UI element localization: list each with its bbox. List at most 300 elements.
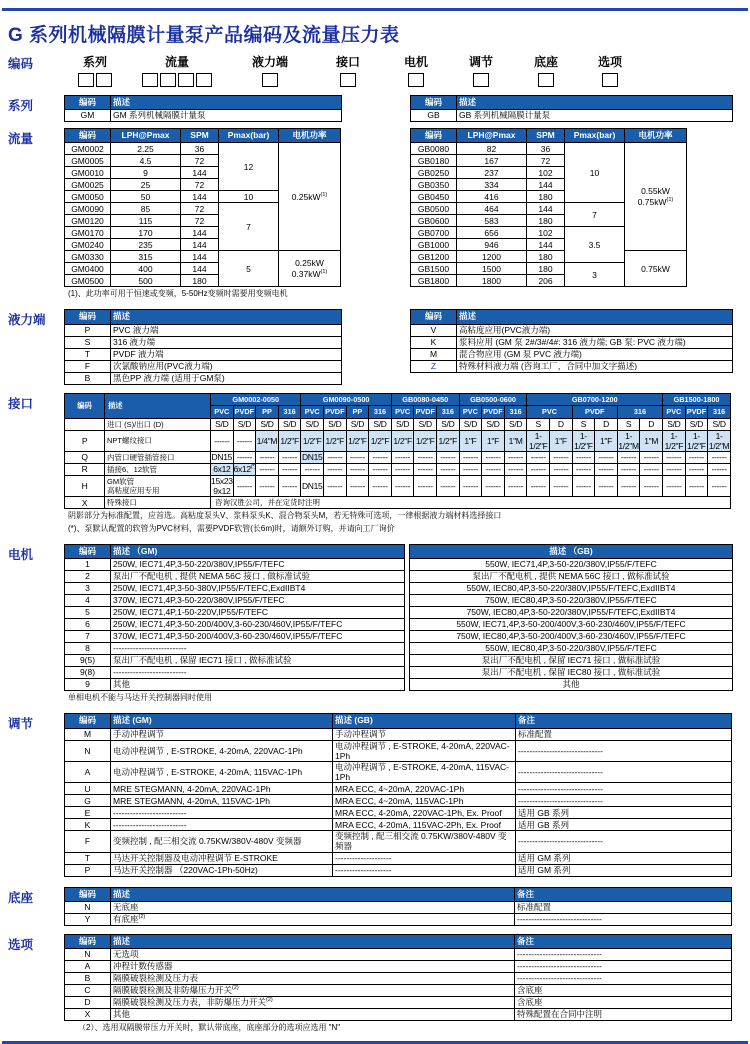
cell: -------------------------- — [111, 819, 333, 831]
cell: 334 — [457, 179, 527, 191]
table-row — [65, 110, 342, 122]
cell: ------ — [685, 451, 708, 463]
table-row — [65, 475, 731, 496]
cell: -------------------------- — [111, 643, 405, 655]
cell: Y — [65, 913, 111, 925]
cell: 咨询汉胜公司，并在定货时注明 — [211, 497, 731, 509]
header-cell: PVDF — [234, 407, 255, 417]
cell: 144 — [527, 179, 565, 191]
header-row — [65, 934, 732, 948]
cell: ------ — [233, 475, 256, 496]
motor-gm-table — [64, 544, 405, 691]
table-row — [65, 643, 405, 655]
cell: 550W, IEC80,4P,3-50-220/380V,IP55/F/TEFC,ExdIIBT4 — [410, 583, 733, 595]
cell: S/D — [211, 418, 234, 430]
coding-group — [448, 53, 514, 91]
cell: 235 — [111, 239, 181, 251]
cell: X — [65, 497, 105, 509]
cell: E — [65, 807, 111, 819]
cell: 144 — [181, 239, 219, 251]
cell: GB1000 — [411, 239, 457, 251]
cell: GB0080 — [411, 143, 457, 155]
cell: DN15 — [301, 452, 323, 463]
header-cell: 编码 — [411, 310, 457, 324]
cell: 370W, IEC71,4P,3-50-200/400V,3-60-230/460V,IP55/F/TEFC — [111, 631, 405, 643]
table-row — [410, 559, 733, 571]
code-box — [178, 73, 194, 87]
cell: ------ — [278, 475, 301, 496]
cell: ------ — [256, 451, 279, 463]
cell: T — [65, 348, 111, 360]
coding-boxes — [64, 73, 126, 91]
cell: T — [65, 852, 111, 864]
flow-section — [8, 128, 744, 299]
cell: B — [65, 372, 111, 384]
coding-boxes — [126, 73, 228, 91]
header-cell: 编码 — [65, 934, 111, 948]
table-row — [65, 761, 732, 782]
cell: 72 — [181, 203, 219, 215]
cell: ------ — [617, 475, 640, 496]
flow-label: 流量 — [8, 132, 34, 147]
cell: ------ — [346, 475, 369, 496]
cell: 插接6、12软管 — [105, 463, 211, 475]
code-box — [78, 73, 94, 87]
cell: 变频控制 , 配三相交流 0.75KW/380V-480V 变频器 — [111, 831, 333, 852]
cell: 1"F — [459, 430, 482, 451]
cell: ------ — [504, 463, 527, 475]
cell: GB0250 — [411, 167, 457, 179]
cell: ------ — [414, 463, 437, 475]
table-row — [65, 807, 732, 819]
cell: ------ — [391, 451, 414, 463]
cell: ------ — [369, 475, 392, 496]
cell: V — [411, 324, 457, 336]
cell: ------ — [617, 451, 640, 463]
cell: G — [65, 795, 111, 807]
header-cell: 编码 — [411, 129, 457, 143]
cell: 泵出厂不配电机 , 保留 IEC80 接口 , 做标准试验 — [410, 667, 733, 679]
cell: 180 — [527, 251, 565, 263]
cell: S/D — [346, 418, 369, 430]
table-row — [410, 667, 733, 679]
cell: 特殊接口 — [105, 497, 211, 509]
header-cell: 编码 — [411, 96, 457, 110]
cell: S/D — [369, 418, 392, 430]
table-row — [65, 819, 732, 831]
cell: 1"F — [482, 430, 505, 451]
header-cell: LPH@Pmax — [457, 129, 527, 143]
coding-group — [578, 53, 642, 91]
cell: 1200 — [457, 251, 527, 263]
cell: D — [65, 996, 111, 1008]
header-cell: 备注 — [515, 934, 732, 948]
cell: 500 — [111, 275, 181, 287]
series-section — [8, 95, 744, 122]
cell: 750W, IEC80,4P,3-50-220/380V,IP55/F/TEFC,ExdIIBT4 — [410, 607, 733, 619]
cell: 9(5) — [65, 655, 111, 667]
cell: 144 — [181, 251, 219, 263]
coding-group — [126, 53, 228, 91]
cell: 72 — [527, 155, 565, 167]
table-row — [65, 996, 732, 1008]
cell: S/D — [256, 418, 279, 430]
header-cell: 描述 （GM) — [111, 545, 405, 559]
cell: 10 — [565, 143, 625, 203]
cell: ------ — [211, 430, 234, 451]
cell: 7 — [65, 631, 111, 643]
header-cell: 316 — [278, 406, 301, 418]
coding-group — [384, 53, 448, 91]
table-row — [411, 348, 733, 360]
header-cell: SPM — [527, 129, 565, 143]
cell: 泵出厂不配电机 , 保留 IEC71 接口 , 做标准试验 — [410, 655, 733, 667]
cell: 特殊配置在合同中注明 — [515, 1008, 732, 1020]
code-box — [96, 73, 112, 87]
cell: P — [65, 864, 111, 876]
table-row — [65, 430, 731, 451]
motor-gb-table — [409, 544, 733, 691]
cell: ------------------------------ — [515, 913, 732, 925]
header-cell: GB1500-1800 — [663, 393, 731, 405]
cell: 167 — [457, 155, 527, 167]
cell: 170 — [111, 227, 181, 239]
table-row — [65, 831, 732, 852]
header-cell: PVDF — [686, 407, 707, 417]
header-cell: 316 — [708, 406, 731, 418]
cell: 泵出厂不配电机 , 提供 NEMA 56C 接口 , 做标准试验 — [111, 571, 405, 583]
cell: 750W, IEC80,4P,3-50-220/380V,IP55/F/TEFC — [410, 595, 733, 607]
cell: Q — [65, 451, 105, 463]
cell: ------ — [572, 463, 595, 475]
cell: ------ — [301, 463, 324, 475]
header-cell: PVDF — [415, 407, 435, 417]
cell: 9(8) — [65, 667, 111, 679]
cell: MRA ECC, 4-20mA, 115VAC-2Ph, Ex. Proof — [333, 819, 516, 831]
cell: 102 — [527, 227, 565, 239]
cell: S — [527, 418, 550, 430]
header-cell: GB0080-0450 — [391, 393, 459, 405]
table-row — [410, 631, 733, 643]
hydraulic-section — [8, 309, 744, 384]
cell: 1-1/2"F — [572, 430, 595, 451]
adjust-section — [8, 713, 744, 876]
header-cell: 编码 — [65, 887, 111, 901]
cell: ------ — [233, 451, 256, 463]
cell: N — [65, 901, 111, 913]
cell: 144 — [527, 203, 565, 215]
cell: 1-1/2"F — [663, 430, 686, 451]
code-box — [340, 73, 356, 87]
cell: S/D — [233, 418, 256, 430]
header-cell: 316 — [369, 406, 392, 418]
cell: 5 — [219, 251, 279, 287]
cell: ------------------------------ — [515, 960, 732, 972]
cell: 适用 GB 系列 — [516, 819, 732, 831]
cell: 3 — [565, 263, 625, 287]
cell: ------ — [527, 475, 550, 496]
header-cell: 描述 — [457, 310, 733, 324]
cell: 144 — [181, 191, 219, 203]
cell: 550W, IEC80,4P,3-50-220/380V,IP55/F/TEFC — [410, 643, 733, 655]
cell: F — [65, 360, 111, 372]
interface-note-1: 阴影部分为标准配置，应首选。高粘度泵头V、浆料泵头K、混合物泵头M，若无特殊可选项，一律根据液力端材料选择接口 — [68, 511, 502, 521]
cell: H — [65, 475, 105, 496]
header-cell: 电机功率 — [625, 129, 687, 143]
cell: 550W, IEC71,4P,3-50-200/400V,3-60-230/460V,IP55/F/TEFC — [410, 619, 733, 631]
series-gb-table — [410, 95, 733, 122]
cell: R — [65, 463, 105, 475]
header-row — [65, 545, 405, 559]
options-section — [8, 934, 744, 1033]
cell: S/D — [414, 418, 437, 430]
cell: 144 — [527, 239, 565, 251]
cell: D — [595, 418, 618, 430]
cell: 有底座$^{(2)}$ — [111, 913, 515, 925]
table-row — [65, 451, 731, 463]
cell: 115 — [111, 215, 181, 227]
coding-group-label: 系列 — [82, 55, 107, 69]
base-table — [64, 887, 732, 926]
cell: S/D — [437, 418, 460, 430]
cell: X — [65, 1008, 111, 1020]
cell: 隔膜破裂检测及压力表 — [111, 972, 515, 984]
coding-label: 编码 — [8, 57, 34, 71]
table-row — [65, 336, 342, 348]
coding-group-label: 接口 — [335, 55, 360, 69]
header-cell: GB0500-0600 — [459, 393, 527, 405]
cell: M — [65, 728, 111, 740]
cell: ------ — [459, 463, 482, 475]
options-note: （2）、选用双隔膜带压力开关时，默认带底座，底座部分的选项应选用 "N" — [78, 1022, 341, 1032]
cell: 0.55kW $0.75kW^{(1)}$ — [625, 143, 687, 251]
coding-group-label: 流量 — [164, 55, 189, 69]
cell: GB — [411, 110, 457, 122]
coding-group-label: 液力端 — [251, 55, 288, 69]
cell: 10 — [219, 191, 279, 203]
cell: 36 — [181, 143, 219, 155]
cell: ------ — [369, 451, 392, 463]
table-row — [65, 372, 342, 384]
cell: 370W, IEC71,4P,3-50-220/380V,IP55/F/TEFC — [111, 595, 405, 607]
cell: ------ — [663, 463, 686, 475]
coding-group-label: 底座 — [533, 55, 558, 69]
header-cell: PP — [256, 406, 279, 418]
cell: 适用 GM 系列 — [516, 864, 732, 876]
header-cell: 316 — [617, 406, 662, 418]
cell: -------------------------- — [111, 807, 333, 819]
cell: 标准配置 — [516, 728, 732, 740]
cell: 1-1/2"M — [618, 430, 639, 451]
cell: K — [411, 336, 457, 348]
cell: 1"F — [595, 430, 618, 451]
interface-label: 接口 — [8, 396, 34, 411]
cell: 1/2"F — [346, 430, 369, 451]
cell: 1-1/2"F — [685, 430, 708, 451]
header-cell: PVC — [301, 406, 324, 418]
code-box — [262, 73, 278, 87]
cell: ------ — [685, 463, 708, 475]
cell: 250W, IEC71,4P,1-50-220V,IP55/F/TEFC — [111, 607, 405, 619]
header-cell: PVDF — [572, 406, 617, 418]
cell: GB0350 — [411, 179, 457, 191]
header-cell: 描述 — [111, 887, 515, 901]
series-gm-table — [64, 95, 342, 122]
cell: 8 — [65, 643, 111, 655]
coding-row — [64, 53, 744, 91]
cell: ------ — [256, 475, 279, 496]
header-row — [411, 129, 687, 143]
cell: 无选项 — [111, 948, 515, 960]
header-cell: 备注 — [515, 887, 732, 901]
cell: 180 — [527, 215, 565, 227]
cell: 50 — [111, 191, 181, 203]
cell: GB 系列机械隔膜计量泵 — [457, 110, 733, 122]
coding-boxes — [578, 73, 642, 91]
code-box — [160, 73, 176, 87]
cell: 1 — [65, 559, 111, 571]
code-box — [602, 73, 618, 87]
table-row — [410, 595, 733, 607]
cell: 5 — [65, 607, 111, 619]
cell: 1800 — [457, 275, 527, 287]
cell: DN15 — [301, 475, 324, 496]
cell: 2 — [65, 571, 111, 583]
cell: 250W, IEC71,4P,3-50-200/400V,3-60-230/460V,IP55/F/TEFC — [111, 619, 405, 631]
header-cell: PVC — [459, 406, 482, 418]
cell: N — [65, 948, 111, 960]
header-cell: 编码 — [65, 393, 105, 418]
coding-boxes — [448, 73, 514, 91]
cell: ------ — [663, 475, 686, 496]
cell: 手动冲程调节 — [111, 728, 333, 740]
header-cell: 316 — [437, 406, 460, 418]
cell: P — [65, 430, 105, 451]
base-label: 底座 — [8, 890, 34, 905]
table-row — [411, 360, 733, 372]
header-cell: 316 — [504, 406, 527, 418]
header-row — [65, 393, 731, 405]
coding-boxes — [312, 73, 384, 91]
table-row — [65, 571, 405, 583]
cell: S — [572, 418, 595, 430]
cell: S/D — [482, 418, 505, 430]
cell: GB0500 — [411, 203, 457, 215]
coding-group-label: 调节 — [468, 55, 493, 69]
cell: 浆料应用 (GM 泵 2#/3#/4#: 316 液力端; GB 泵: PVC 液力端) — [457, 336, 733, 348]
cell: GB0600 — [411, 215, 457, 227]
cell: 72 — [181, 179, 219, 191]
header-cell: 描述 — [105, 393, 211, 418]
cell: ------ — [617, 463, 640, 475]
cell: 适用 GM 系列 — [516, 852, 732, 864]
cell: 内管口硬管插管接口 — [105, 451, 211, 463]
cell: 电动冲程调节 , E-STROKE, 4-20mA, 115VAC-1Ph — [333, 761, 516, 782]
cell: ------ — [324, 463, 347, 475]
header-cell: Pmax(bar) — [219, 129, 279, 143]
coding-boxes — [384, 73, 448, 91]
cell: ------ — [595, 451, 618, 463]
coding-group — [514, 53, 578, 91]
cell: 237 — [457, 167, 527, 179]
cell: 变频控制 , 配三相交流 0.75KW/380V-480V 变频器 — [333, 831, 516, 852]
cell: B — [65, 972, 111, 984]
base-section — [8, 887, 744, 926]
cell: 180 — [527, 263, 565, 275]
cell: ------ — [278, 463, 301, 475]
cell: -------------------- — [333, 864, 516, 876]
cell: 1-1/2"F — [527, 430, 550, 451]
table-row — [411, 324, 733, 336]
interface-section — [8, 393, 744, 535]
cell: 1/2"F — [278, 430, 301, 451]
cell: 泵出厂不配电机 , 保留 IEC71 接口 , 做标准试验 — [111, 655, 405, 667]
cell: 高粘度应用(PVC液力端) — [457, 324, 733, 336]
cell: ------ — [640, 451, 663, 463]
header-row — [65, 887, 732, 901]
cell: GM0090 — [65, 203, 111, 215]
cell: S/D — [685, 418, 708, 430]
cell: ------ — [504, 475, 527, 496]
table-row — [65, 740, 732, 761]
cell: 36 — [527, 143, 565, 155]
table-row — [65, 1008, 732, 1020]
cell: 0.75kW — [625, 251, 687, 287]
cell: ------ — [595, 475, 618, 496]
cell: A — [65, 960, 111, 972]
cell: GB1800 — [411, 275, 457, 287]
cell: S/D — [708, 418, 731, 430]
table-row — [65, 143, 341, 155]
coding-group — [312, 53, 384, 91]
cell: 适用 GB 系列 — [516, 807, 732, 819]
cell: 72 — [181, 155, 219, 167]
cell: Z — [411, 360, 457, 372]
cell: GB1500 — [411, 263, 457, 275]
table-row — [410, 619, 733, 631]
cell: 1/2"F — [437, 430, 460, 451]
header-row — [65, 96, 342, 110]
header-cell: 编码 — [65, 96, 111, 110]
table-row — [65, 497, 731, 509]
header-cell: 备注 — [516, 714, 732, 728]
cell: S/D — [504, 418, 527, 430]
cell: 6 — [65, 619, 111, 631]
cell: 含底座 — [515, 984, 732, 996]
cell: MRE STEGMANN, 4-20mA, 220VAC-1Ph — [111, 783, 333, 795]
cell: ------ — [391, 475, 414, 496]
cell: 144 — [181, 263, 219, 275]
cell: ------ — [550, 463, 573, 475]
cell: 1"M — [640, 430, 663, 451]
header-cell: 编码 — [65, 129, 111, 143]
code-box — [473, 73, 489, 87]
header-cell: GM0002-0050 — [211, 393, 301, 405]
motor-section — [8, 544, 744, 703]
cell: 9 — [65, 679, 111, 691]
coding-group — [228, 53, 312, 91]
table-row — [65, 251, 341, 263]
coding-boxes — [514, 73, 578, 91]
cell: ------ — [550, 475, 573, 496]
cell: 12 — [219, 143, 279, 191]
cell: 1/2"F — [414, 430, 437, 451]
cell: ------ — [640, 463, 663, 475]
table-row — [65, 559, 405, 571]
table-row — [65, 631, 405, 643]
cell: 泵出厂不配电机 , 提供 NEMA 56C 接口 , 做标准试验 — [410, 571, 733, 583]
header-cell: 描述 — [111, 96, 342, 110]
